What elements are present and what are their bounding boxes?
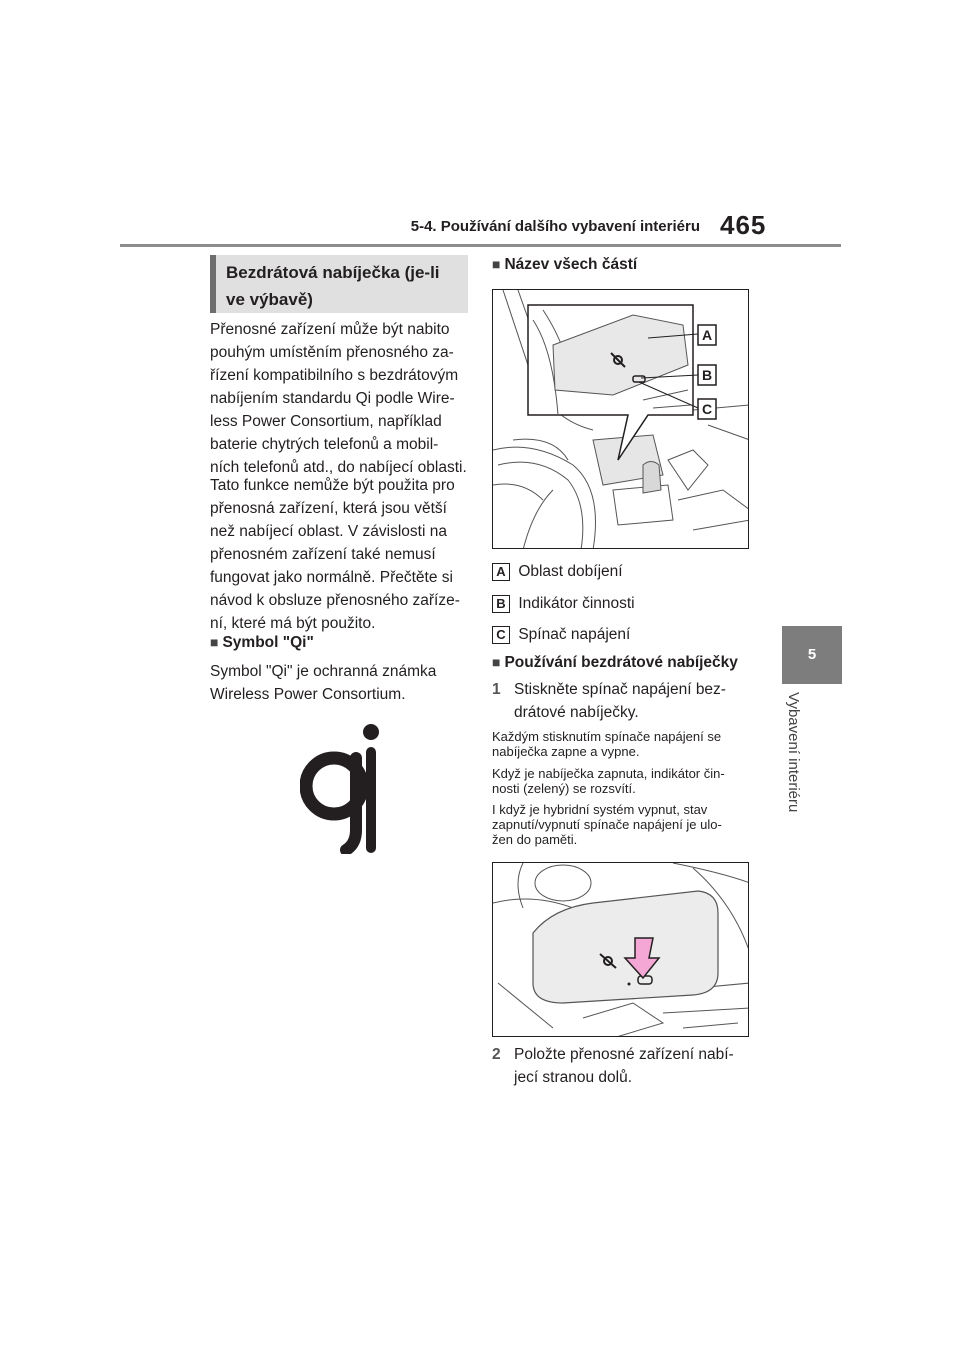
part-item-a: A Oblast dobíjení xyxy=(492,560,623,583)
qi-logo-icon xyxy=(300,718,390,854)
switch-press-figure xyxy=(492,862,749,1037)
callout-b: B xyxy=(701,367,713,383)
note-2: Když je nabíječka zapnuta, indikátor čin- nosti (zelený) se rozsvítí. xyxy=(492,766,725,796)
note-1: Každým stisknutím spínače napájení se nabíječka zapne a vypne. xyxy=(492,729,722,759)
intro-paragraph: Přenosné zařízení může být nabito pouhým umístěním přenosného za- řízení kompatibilního s bezdrátovým nabíjením standardu Qi podle Wire- less Power Consortium, například baterie chytrých telefonů a mobil- ních telefonů atd., do nabíjecí oblasti. xyxy=(210,321,467,476)
console-overview-figure xyxy=(492,289,749,549)
step-1: 1 Stiskněte spínač napájení bez- drátové nabíječky. xyxy=(492,681,726,721)
page-number: 465 xyxy=(720,210,767,240)
qi-heading: ■ Symbol "Qi" xyxy=(210,634,314,651)
section-title-box: Bezdrátová nabíječka (je-li ve výbavě) xyxy=(210,255,468,313)
use-heading: ■ Používání bezdrátové nabíječky xyxy=(492,654,738,671)
qi-paragraph: Symbol "Qi" je ochranná známka Wireless Power Consortium. xyxy=(210,663,437,703)
callout-c: C xyxy=(701,401,713,417)
parts-heading: ■ Název všech částí xyxy=(492,256,638,273)
console-overview-illustration xyxy=(493,290,749,549)
part-item-c: C Spínač napájení xyxy=(492,623,630,646)
part-item-b: B Indikátor činnosti xyxy=(492,592,635,615)
chapter-tab-label: Vybavení interiéru xyxy=(785,692,802,813)
header-rule xyxy=(120,244,841,247)
callout-a: A xyxy=(701,327,713,343)
chapter-tab: 5 xyxy=(782,626,842,684)
switch-press-illustration xyxy=(493,863,749,1037)
limitation-paragraph: Tato funkce nemůže být použita pro přenosná zařízení, která jsou větší než nabíjecí oblast. V závislosti na přenosném zařízení také nemusí fungovat jako normálně. Přečtěte si návod k obsluze přenosného zaříze- ní, které má být použito. xyxy=(210,477,460,632)
step-2: 2 Položte přenosné zařízení nabí- jecí stranou dolů. xyxy=(492,1046,734,1086)
section-title: 5-4. Používání dalšího vybavení interiéru xyxy=(410,218,700,235)
note-3: I když je hybridní systém vypnut, stav zapnutí/vypnutí spínače napájení je ulo- žen do paměti. xyxy=(492,802,722,847)
